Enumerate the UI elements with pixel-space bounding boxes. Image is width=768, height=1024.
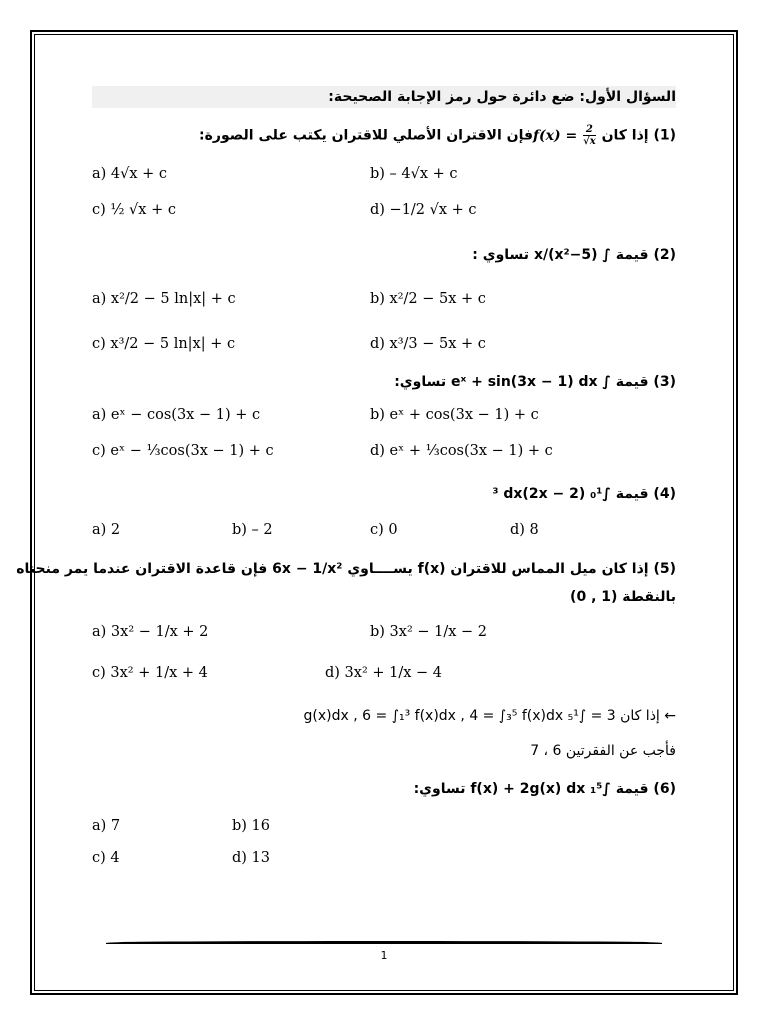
- page-number: 1: [380, 949, 388, 962]
- q5-text-line2: بالنقطة (1 , 0): [570, 589, 676, 605]
- q4-option-a[interactable]: a) 2: [92, 522, 121, 538]
- given-line2: فأجب عن الفقرتين 6 ، 7: [530, 743, 676, 759]
- q5-option-b[interactable]: b) 3x² − 1/x − 2: [370, 624, 488, 640]
- footer-divider-thin: [106, 943, 662, 944]
- q3-option-b[interactable]: b) eˣ + cos(3x − 1) + c: [370, 407, 539, 423]
- q3-option-d[interactable]: d) eˣ + ⅓cos(3x − 1) + c: [370, 443, 553, 459]
- q1-option-d[interactable]: d) −1/2 √x + c: [370, 202, 477, 218]
- given-line1: ← إذا كان 3 = ∫₅¹ g(x)dx , 6 = ∫₁³ f(x)dx , 4 = ∫₃⁵ f(x)dx: [303, 708, 676, 724]
- q3-text: (3) قيمة ∫ eˣ + sin(3x − 1) dx تساوي:: [394, 374, 676, 390]
- q4-option-d[interactable]: d) 8: [510, 522, 539, 538]
- q6-text: (6) قيمة ∫₁⁵ f(x) + 2g(x) dx تساوي:: [413, 781, 676, 797]
- q1-option-c[interactable]: c) ½ √x + c: [92, 202, 176, 218]
- q2-text: (2) قيمة ∫ (x²−5)/x تساوي :: [472, 247, 676, 263]
- q4-option-c[interactable]: c) 0: [370, 522, 398, 538]
- q2-option-c[interactable]: c) x³/2 − 5 ln|x| + c: [92, 336, 236, 352]
- q2-option-d[interactable]: d) x³/3 − 5x + c: [370, 336, 486, 352]
- q6-option-b[interactable]: b) 16: [232, 818, 270, 834]
- q1-text: (1) إذا كان f(x) = $\frac{2}{√x}$ فإن الاقتران الأصلي للاقتران يكتب على الصورة:: [199, 124, 676, 147]
- question-title: السؤال الأول: ضع دائرة حول رمز الإجابة الصحيحة:: [328, 89, 676, 105]
- q2-option-b[interactable]: b) x²/2 − 5x + c: [370, 291, 486, 307]
- q6-option-d[interactable]: d) 13: [232, 850, 270, 866]
- q1-function: f(x) = $\frac{2}{√x}$: [533, 124, 596, 147]
- q3-option-c[interactable]: c) eˣ − ⅓cos(3x − 1) + c: [92, 443, 274, 459]
- q6-option-a[interactable]: a) 7: [92, 818, 121, 834]
- q1-option-b[interactable]: b) – 4√x + c: [370, 166, 458, 182]
- q1-option-a[interactable]: a) 4√x + c: [92, 166, 168, 182]
- q4-text: (4) قيمة ∫₀¹ (2 − 2x)³ dx: [492, 486, 676, 502]
- q3-option-a[interactable]: a) eˣ − cos(3x − 1) + c: [92, 407, 261, 423]
- q6-option-c[interactable]: c) 4: [92, 850, 120, 866]
- q4-option-b[interactable]: b) – 2: [232, 522, 273, 538]
- q5-option-c[interactable]: c) 3x² + 1/x + 4: [92, 665, 208, 681]
- q5-option-d[interactable]: d) 3x² + 1/x − 4: [325, 665, 443, 681]
- q5-text-line1: (5) إذا كان ميل المماس للاقتران f(x) يســــاوي 6x − 1/x² فإن قاعدة الاقتران عندما يمر منحناه: [16, 561, 676, 577]
- q2-option-a[interactable]: a) x²/2 − 5 ln|x| + c: [92, 291, 236, 307]
- q5-option-a[interactable]: a) 3x² − 1/x + 2: [92, 624, 209, 640]
